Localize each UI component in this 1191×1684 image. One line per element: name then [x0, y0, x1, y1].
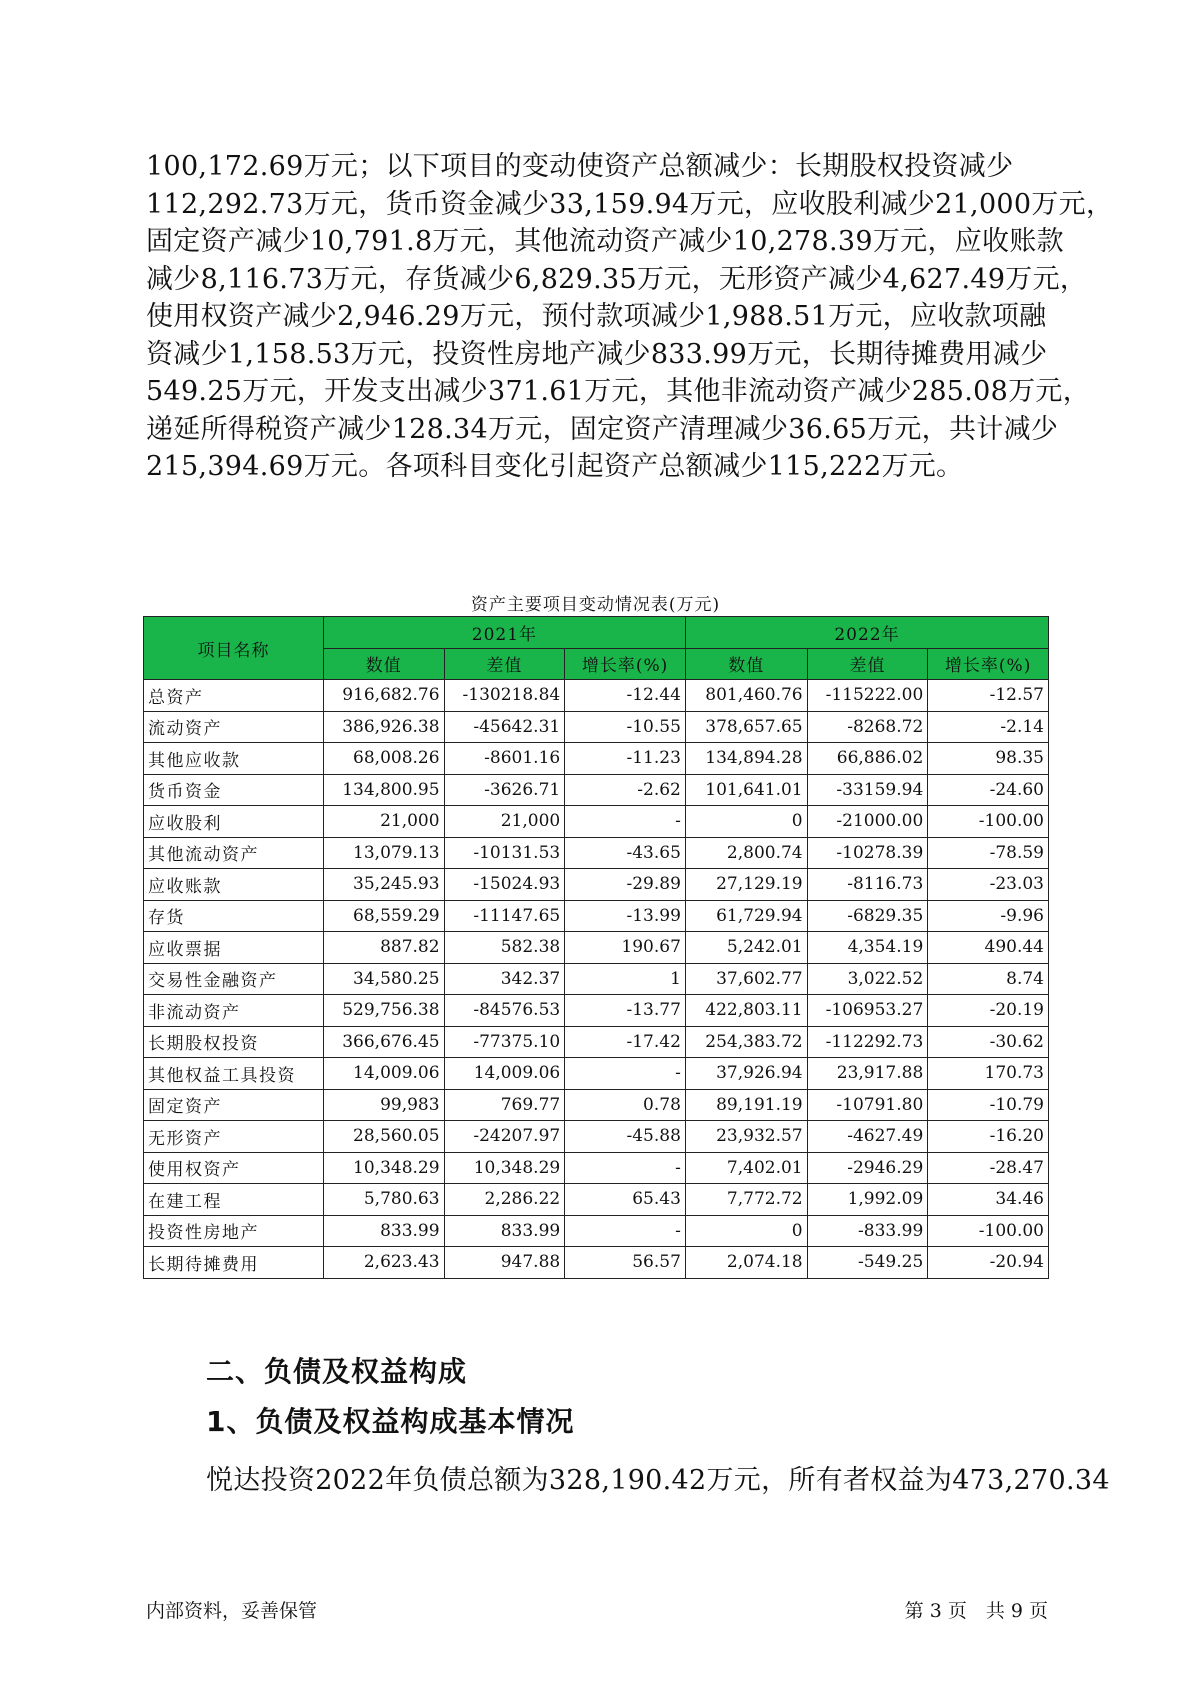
cell-2021-value: 5,780.63	[323, 1184, 444, 1216]
cell-2021-value: 366,676.45	[323, 1026, 444, 1058]
cell-2021-value: 35,245.93	[323, 869, 444, 901]
cell-2021-value: 13,079.13	[323, 837, 444, 869]
cell-2022-diff: -10278.39	[807, 837, 928, 869]
cell-2022-diff: -4627.49	[807, 1121, 928, 1153]
body-line: 549.25万元，开发支出减少371.61万元，其他非流动资产减少285.08万元，	[146, 376, 1091, 407]
cell-2021-diff: 947.88	[444, 1247, 565, 1279]
table-row	[144, 1026, 1049, 1058]
cell-2022-diff: 3,022.52	[807, 963, 928, 995]
header-2021-value: 数值	[323, 648, 444, 680]
cell-2021-rate: -10.55	[565, 711, 686, 743]
body-line: 112,292.73万元，货币资金减少33,159.94万元，应收股利减少21,000万元，	[146, 188, 1114, 220]
cell-2022-value: 254,383.72	[685, 1026, 807, 1058]
cell-2022-diff: -549.25	[807, 1247, 928, 1279]
cell-2022-value: 801,460.76	[685, 680, 807, 712]
cell-2021-diff: -3626.71	[444, 774, 565, 806]
cell-2022-value: 61,729.94	[685, 900, 807, 932]
cell-2021-rate: -29.89	[565, 869, 686, 901]
cell-2022-diff: -33159.94	[807, 774, 928, 806]
cell-2022-diff: -8116.73	[807, 869, 928, 901]
body-line: 使用权资产减少2,946.29万元，预付款项减少1,988.51万元，应收款项融	[146, 301, 1047, 332]
cell-2021-diff: -45642.31	[444, 711, 565, 743]
table-row	[144, 806, 1049, 838]
cell-2022-value: 378,657.65	[685, 711, 807, 743]
cell-2021-value: 14,009.06	[323, 1058, 444, 1090]
body-line: 减少8,116.73万元，存货减少6,829.35万元，无形资产减少4,627.49万元，	[146, 263, 1088, 295]
cell-2021-diff: 14,009.06	[444, 1058, 565, 1090]
table-row	[144, 1247, 1049, 1279]
cell-item-name: 其他权益工具投资	[144, 1058, 324, 1090]
cell-2022-value: 7,772.72	[685, 1184, 807, 1216]
cell-2022-diff: -21000.00	[807, 806, 928, 838]
cell-2022-value: 422,803.11	[685, 995, 807, 1027]
cell-2022-value: 23,932.57	[685, 1121, 807, 1153]
cell-2021-rate: 56.57	[565, 1247, 686, 1279]
cell-2022-value: 89,191.19	[685, 1089, 807, 1121]
cell-item-name: 其他流动资产	[144, 837, 324, 869]
cell-2022-value: 0	[685, 806, 807, 838]
cell-2021-diff: -11147.65	[444, 900, 565, 932]
cell-2022-rate: -10.79	[928, 1089, 1049, 1121]
cell-item-name: 长期股权投资	[144, 1026, 324, 1058]
cell-2021-value: 2,623.43	[323, 1247, 444, 1279]
cell-2022-rate: -16.20	[928, 1121, 1049, 1153]
header-2021-diff: 差值	[444, 648, 565, 680]
cell-2022-diff: 1,992.09	[807, 1184, 928, 1216]
cell-2021-rate: -	[565, 1058, 686, 1090]
cell-2021-diff: 342.37	[444, 963, 565, 995]
cell-2021-rate: -45.88	[565, 1121, 686, 1153]
cell-2022-diff: -833.99	[807, 1215, 928, 1247]
body-line: 递延所得税资产减少128.34万元，固定资产清理减少36.65万元，共计减少	[146, 413, 1059, 445]
cell-2021-diff: 21,000	[444, 806, 565, 838]
cell-2022-rate: -28.47	[928, 1152, 1049, 1184]
table-row	[144, 900, 1049, 932]
table-row	[144, 680, 1049, 712]
cell-2021-rate: 65.43	[565, 1184, 686, 1216]
cell-item-name: 交易性金融资产	[144, 963, 324, 995]
cell-2022-rate: -100.00	[928, 806, 1049, 838]
header-2022-rate: 增长率(%)	[928, 648, 1049, 680]
cell-2021-value: 833.99	[323, 1215, 444, 1247]
cell-item-name: 应收股利	[144, 806, 324, 838]
header-year-2022: 2022年	[685, 617, 1048, 649]
cell-2022-value: 101,641.01	[685, 774, 807, 806]
cell-item-name: 使用权资产	[144, 1152, 324, 1184]
table-row	[144, 1215, 1049, 1247]
table-row	[144, 743, 1049, 775]
asset-change-table	[143, 616, 1049, 1279]
table-row	[144, 1121, 1049, 1153]
table-row	[144, 932, 1049, 964]
cell-2021-rate: -2.62	[565, 774, 686, 806]
cell-item-name: 应收票据	[144, 932, 324, 964]
cell-item-name: 投资性房地产	[144, 1215, 324, 1247]
cell-2021-value: 916,682.76	[323, 680, 444, 712]
cell-2022-value: 2,800.74	[685, 837, 807, 869]
header-item-name: 项目名称	[144, 617, 324, 680]
table-row	[144, 711, 1049, 743]
cell-2021-diff: 833.99	[444, 1215, 565, 1247]
cell-item-name: 无形资产	[144, 1121, 324, 1153]
footer-confidential: 内部资料，妥善保管	[146, 1600, 318, 1622]
header-2022-value: 数值	[685, 648, 807, 680]
table-row	[144, 1058, 1049, 1090]
cell-2022-diff: -2946.29	[807, 1152, 928, 1184]
body-paragraph	[146, 148, 1114, 486]
cell-2021-value: 28,560.05	[323, 1121, 444, 1153]
table-row	[144, 869, 1049, 901]
cell-2021-diff: -8601.16	[444, 743, 565, 775]
cell-2022-value: 0	[685, 1215, 807, 1247]
cell-2022-rate: -12.57	[928, 680, 1049, 712]
body-line: 资减少1,158.53万元，投资性房地产减少833.99万元，长期待摊费用减少	[146, 338, 1048, 370]
cell-2021-diff: -24207.97	[444, 1121, 565, 1153]
cell-2022-value: 37,926.94	[685, 1058, 807, 1090]
cell-2022-rate: -23.03	[928, 869, 1049, 901]
footer-page-number: 第 3 页 共 9 页	[904, 1600, 1048, 1622]
cell-2022-diff: -115222.00	[807, 680, 928, 712]
cell-2022-diff: -10791.80	[807, 1089, 928, 1121]
cell-2021-diff: -15024.93	[444, 869, 565, 901]
cell-2021-rate: -17.42	[565, 1026, 686, 1058]
cell-2021-value: 68,008.26	[323, 743, 444, 775]
cell-item-name: 在建工程	[144, 1184, 324, 1216]
cell-2022-rate: 8.74	[928, 963, 1049, 995]
table-row	[144, 995, 1049, 1027]
cell-2021-diff: -84576.53	[444, 995, 565, 1027]
cell-2021-value: 887.82	[323, 932, 444, 964]
table-row	[144, 837, 1049, 869]
cell-2021-value: 99,983	[323, 1089, 444, 1121]
header-2021-rate: 增长率(%)	[565, 648, 686, 680]
section-heading: 二、负债及权益构成	[206, 1355, 468, 1388]
cell-2022-rate: -78.59	[928, 837, 1049, 869]
cell-2021-rate: -43.65	[565, 837, 686, 869]
cell-2021-value: 529,756.38	[323, 995, 444, 1027]
cell-item-name: 总资产	[144, 680, 324, 712]
cell-2021-rate: 1	[565, 963, 686, 995]
cell-item-name: 固定资产	[144, 1089, 324, 1121]
table-row	[144, 774, 1049, 806]
table-row	[144, 963, 1049, 995]
cell-2021-rate: -13.77	[565, 995, 686, 1027]
cell-item-name: 应收账款	[144, 869, 324, 901]
cell-2022-value: 7,402.01	[685, 1152, 807, 1184]
cell-2022-rate: -100.00	[928, 1215, 1049, 1247]
cell-2022-value: 134,894.28	[685, 743, 807, 775]
cell-2021-rate: -11.23	[565, 743, 686, 775]
cell-2022-rate: -30.62	[928, 1026, 1049, 1058]
cell-2022-rate: -24.60	[928, 774, 1049, 806]
cell-2021-rate: -13.99	[565, 900, 686, 932]
cell-2021-diff: -77375.10	[444, 1026, 565, 1058]
cell-2022-diff: -112292.73	[807, 1026, 928, 1058]
cell-2022-diff: 66,886.02	[807, 743, 928, 775]
cell-2022-rate: 34.46	[928, 1184, 1049, 1216]
table-row	[144, 1152, 1049, 1184]
cell-2021-diff: -10131.53	[444, 837, 565, 869]
table-row	[144, 1184, 1049, 1216]
liability-paragraph: 悦达投资2022年负债总额为328,190.42万元，所有者权益为473,270.34	[206, 1465, 1110, 1496]
cell-item-name: 长期待摊费用	[144, 1247, 324, 1279]
cell-2022-value: 2,074.18	[685, 1247, 807, 1279]
cell-2022-rate: 170.73	[928, 1058, 1049, 1090]
cell-2021-diff: 769.77	[444, 1089, 565, 1121]
cell-2022-rate: -2.14	[928, 711, 1049, 743]
cell-item-name: 存货	[144, 900, 324, 932]
cell-2022-rate: -9.96	[928, 900, 1049, 932]
subsection-heading: 1、负债及权益构成基本情况	[206, 1405, 575, 1438]
cell-2022-diff: -6829.35	[807, 900, 928, 932]
cell-2022-diff: 23,917.88	[807, 1058, 928, 1090]
cell-2021-rate: -12.44	[565, 680, 686, 712]
cell-2022-rate: -20.94	[928, 1247, 1049, 1279]
cell-2022-value: 27,129.19	[685, 869, 807, 901]
body-line: 固定资产减少10,791.8万元，其他流动资产减少10,278.39万元，应收账款	[146, 226, 1064, 257]
cell-2022-diff: 4,354.19	[807, 932, 928, 964]
cell-item-name: 非流动资产	[144, 995, 324, 1027]
cell-2021-value: 134,800.95	[323, 774, 444, 806]
cell-2021-value: 10,348.29	[323, 1152, 444, 1184]
cell-2022-rate: -20.19	[928, 995, 1049, 1027]
table-caption: 资产主要项目变动情况表(万元)	[470, 595, 721, 615]
cell-2021-diff: -130218.84	[444, 680, 565, 712]
cell-2021-value: 21,000	[323, 806, 444, 838]
cell-item-name: 流动资产	[144, 711, 324, 743]
cell-2021-value: 34,580.25	[323, 963, 444, 995]
cell-2021-value: 68,559.29	[323, 900, 444, 932]
cell-2022-value: 5,242.01	[685, 932, 807, 964]
table-row	[144, 1089, 1049, 1121]
cell-2021-value: 386,926.38	[323, 711, 444, 743]
cell-item-name: 货币资金	[144, 774, 324, 806]
header-2022-diff: 差值	[807, 648, 928, 680]
cell-2022-rate: 98.35	[928, 743, 1049, 775]
cell-2021-rate: 190.67	[565, 932, 686, 964]
cell-2022-value: 37,602.77	[685, 963, 807, 995]
cell-2021-diff: 582.38	[444, 932, 565, 964]
cell-2021-rate: -	[565, 1215, 686, 1247]
cell-item-name: 其他应收款	[144, 743, 324, 775]
cell-2021-rate: -	[565, 1152, 686, 1184]
body-line: 215,394.69万元。各项科目变化引起资产总额减少115,222万元。	[146, 451, 964, 482]
cell-2021-rate: -	[565, 806, 686, 838]
cell-2021-diff: 2,286.22	[444, 1184, 565, 1216]
cell-2022-diff: -8268.72	[807, 711, 928, 743]
cell-2021-diff: 10,348.29	[444, 1152, 565, 1184]
body-line: 100,172.69万元；以下项目的变动使资产总额减少：长期股权投资减少	[146, 151, 1014, 182]
header-year-2021: 2021年	[323, 617, 685, 649]
cell-2021-rate: 0.78	[565, 1089, 686, 1121]
cell-2022-diff: -106953.27	[807, 995, 928, 1027]
cell-2022-rate: 490.44	[928, 932, 1049, 964]
